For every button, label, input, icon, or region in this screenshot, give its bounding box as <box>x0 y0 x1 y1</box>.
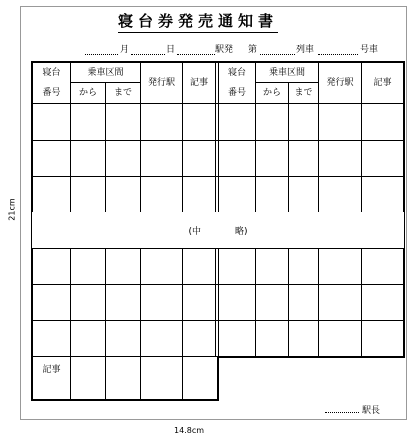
header-berth-line2: 番号 <box>42 88 61 98</box>
omission-note-end: 略) <box>235 226 248 237</box>
label-car-number: 号車 <box>360 45 379 55</box>
header-remarks-left: 記事 <box>189 78 208 88</box>
omission-note <box>32 212 404 248</box>
dotted-field-car <box>318 54 358 55</box>
dotted-field-station <box>177 54 215 55</box>
dotted-field-stationmaster <box>325 412 359 413</box>
label-day: 日 <box>166 45 176 55</box>
label-train: 列車 <box>296 45 315 55</box>
dotted-field-day <box>131 54 165 55</box>
header-boarding-section-left: 乗車区間 <box>87 67 124 78</box>
header-berth-number-left <box>33 63 70 103</box>
stationmaster-line <box>325 403 380 416</box>
bottom-remarks-label: 記事 <box>42 365 61 375</box>
header-berth-line1: 寝台 <box>227 68 246 78</box>
dimension-width-label: 14.8cm <box>174 426 205 435</box>
header-berth-line1: 寝台 <box>42 68 61 78</box>
label-stationmaster: 駅長 <box>362 406 381 416</box>
header-berth-line2: 番号 <box>227 88 246 98</box>
label-number-prefix: 第 <box>248 45 258 55</box>
header-issuing-station-right: 発行駅 <box>326 78 354 88</box>
header-to-right: まで <box>294 88 313 98</box>
header-boarding-section-right: 乗車区間 <box>268 67 305 78</box>
dimension-height-label: 21cm <box>7 198 17 221</box>
dotted-field-train <box>260 54 295 55</box>
dotted-field-month <box>85 54 118 55</box>
form-title: 寝台券発売通知書 <box>118 10 278 33</box>
label-month: 月 <box>120 45 130 55</box>
header-issuing-station-left: 発行駅 <box>147 78 175 88</box>
omission-note-start: (中 <box>188 226 201 237</box>
header-berth-number-right <box>219 63 255 103</box>
header-from-left: から <box>78 88 97 98</box>
header-to-left: まで <box>113 88 132 98</box>
label-station-issue: 駅発 <box>215 45 234 55</box>
header-remarks-right: 記事 <box>373 78 392 88</box>
header-from-right: から <box>262 88 281 98</box>
